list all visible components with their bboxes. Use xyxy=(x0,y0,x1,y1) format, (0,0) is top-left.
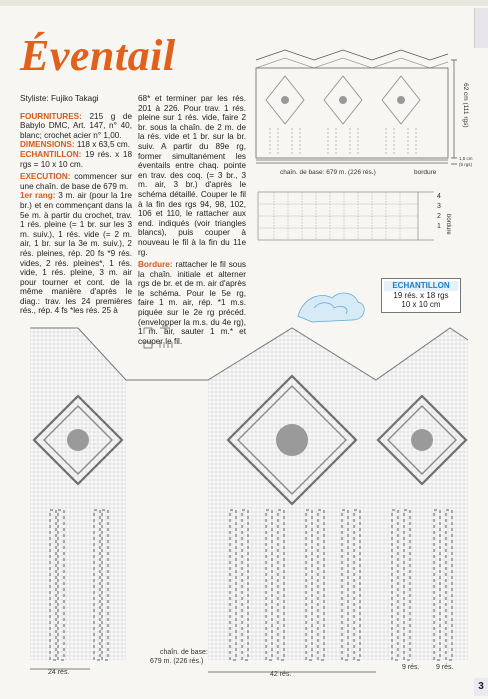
chart-chain-label: chaîn. de base: xyxy=(160,649,208,656)
bordure-text: rattacher le fil sous la chaîn. initiale et alterner rgs de br. et de m. air d'après le schéma. Pour le 5e rg, faire 1 m. air, rép. *1 m.s. piquée sur le 2e rg précéd. (envelopper la m.s. du 4e rg), 1 m. air, sauter 1 m.* et couper le fil. xyxy=(138,260,246,346)
schematic-inner-zigzag xyxy=(256,58,448,68)
schematic-zigzag-outline xyxy=(256,50,448,60)
schematic-small-label-2: (5 rgs) xyxy=(459,162,473,167)
execution-text: commencer sur une chaîn. de base de 679 m. xyxy=(20,172,133,191)
chart-width-left-label: 24 rés. xyxy=(48,669,70,676)
fournitures-paragraph xyxy=(20,112,132,170)
stylist-credit: Styliste: Fujiko Takagi xyxy=(20,94,99,103)
chart-panel-3 xyxy=(376,328,468,660)
top-bar xyxy=(0,0,488,6)
border-row-2: 2 xyxy=(437,213,441,220)
flower-motif-2 xyxy=(276,424,308,456)
gauge-heading: ECHANTILLON xyxy=(384,281,458,291)
instructions-column-2 xyxy=(138,94,246,349)
execution-paragraph xyxy=(20,172,132,316)
border-row-1: 1 xyxy=(437,223,441,230)
page-edge-tab xyxy=(474,8,488,48)
gauge-line-2: 10 x 10 cm xyxy=(401,300,441,309)
flower-motif-1 xyxy=(67,429,89,451)
schematic-small-label-1: 1,5 cm xyxy=(459,156,473,161)
chart-width-right1-label: 9 rés. xyxy=(402,664,420,671)
rang1-text: 3 m. air (pour la 1re br.) et en commençant dans la 5e m. à partir du crochet, trav. 1 rés. pleine (= 1 br. sur les 3 m. suiv.), 1 rés. vide (= 2 m. air, 1 br. sur la 3e m. suiv.), 2 rés. pleines, rép. 20 fs *9 rés. vides, 2 rés. pleines*, 1 rés. vide, 1 rés. pleine, 3 m. air pour tourner et cont. de la même manière d'après le diag.: trav. les 24 premières rés., rép. 4 fs *les rés. 25 à xyxy=(20,191,132,316)
page-number: 3 xyxy=(474,678,488,696)
filet-crochet-chart xyxy=(30,320,475,690)
fournitures-text: 215 g de Babylo DMC, Art. 147, n° 40, blanc; crochet acier n° 1,00. xyxy=(20,111,132,140)
dimensions-label: DIMENSIONS: xyxy=(20,140,75,150)
pattern-title: Éventail xyxy=(20,31,176,80)
instructions-column-1 xyxy=(20,94,132,319)
chart-width-right2-label: 9 rés. xyxy=(436,664,454,671)
echantillon-text: 19 rés. x 18 rgs = 10 x 10 cm. xyxy=(20,149,133,169)
dimensions-text: 118 x 63,5 cm. xyxy=(76,140,130,150)
border-bordure-label: bordure xyxy=(445,214,451,235)
border-detail-chart xyxy=(254,186,479,248)
fournitures-label: FOURNITURES: xyxy=(20,111,82,121)
chart-chain-count-label: 679 m. (226 rés.) xyxy=(150,658,204,665)
border-row-4: 4 xyxy=(437,193,441,200)
gauge-box xyxy=(381,278,461,313)
overall-schematic xyxy=(248,48,478,183)
execution-label: EXECUTION: xyxy=(20,172,71,182)
rang1-label: 1er rang: xyxy=(20,191,56,201)
echantillon-label: ECHANTILLON: xyxy=(20,149,82,159)
chart-width-middle-label: 42 rés. xyxy=(270,671,292,678)
border-row-3: 3 xyxy=(437,203,441,210)
gauge-line-1: 19 rés. x 18 rgs xyxy=(393,290,449,300)
schematic-height-label: 62 cm (111 rgs) xyxy=(462,83,469,128)
schematic-bordure-label: bordure xyxy=(414,169,437,176)
col2-paragraph: 68* et terminer par les rés. 201 à 226. Pour trav. 1 rés. pleine sur 1 rés. vide, faire 2 br. sous la chaîn. de 2 m. de la rés. vide et 1 br. sur la br. suiv. A partir du 89e rg, former simultanément les éventails entre chaq. pointe en trav. des coq. (= 3 br., 3 m. air, 3 br.) d'après le schéma détaillé. Couper le fil à la fin des rgs 94, 98, 102, 106 et 110, le rattacher aux end. indiqués (voir triangles blancs), puis couper à nouveau le fil à la fin du 11e rg. xyxy=(138,94,246,257)
flower-motif-3 xyxy=(411,429,433,451)
schematic-chain-label: chaîn. de base: 679 m. (226 rés.) xyxy=(280,169,376,176)
bordure-label: Bordure: xyxy=(138,260,173,270)
chart-panel-1 xyxy=(30,328,126,660)
